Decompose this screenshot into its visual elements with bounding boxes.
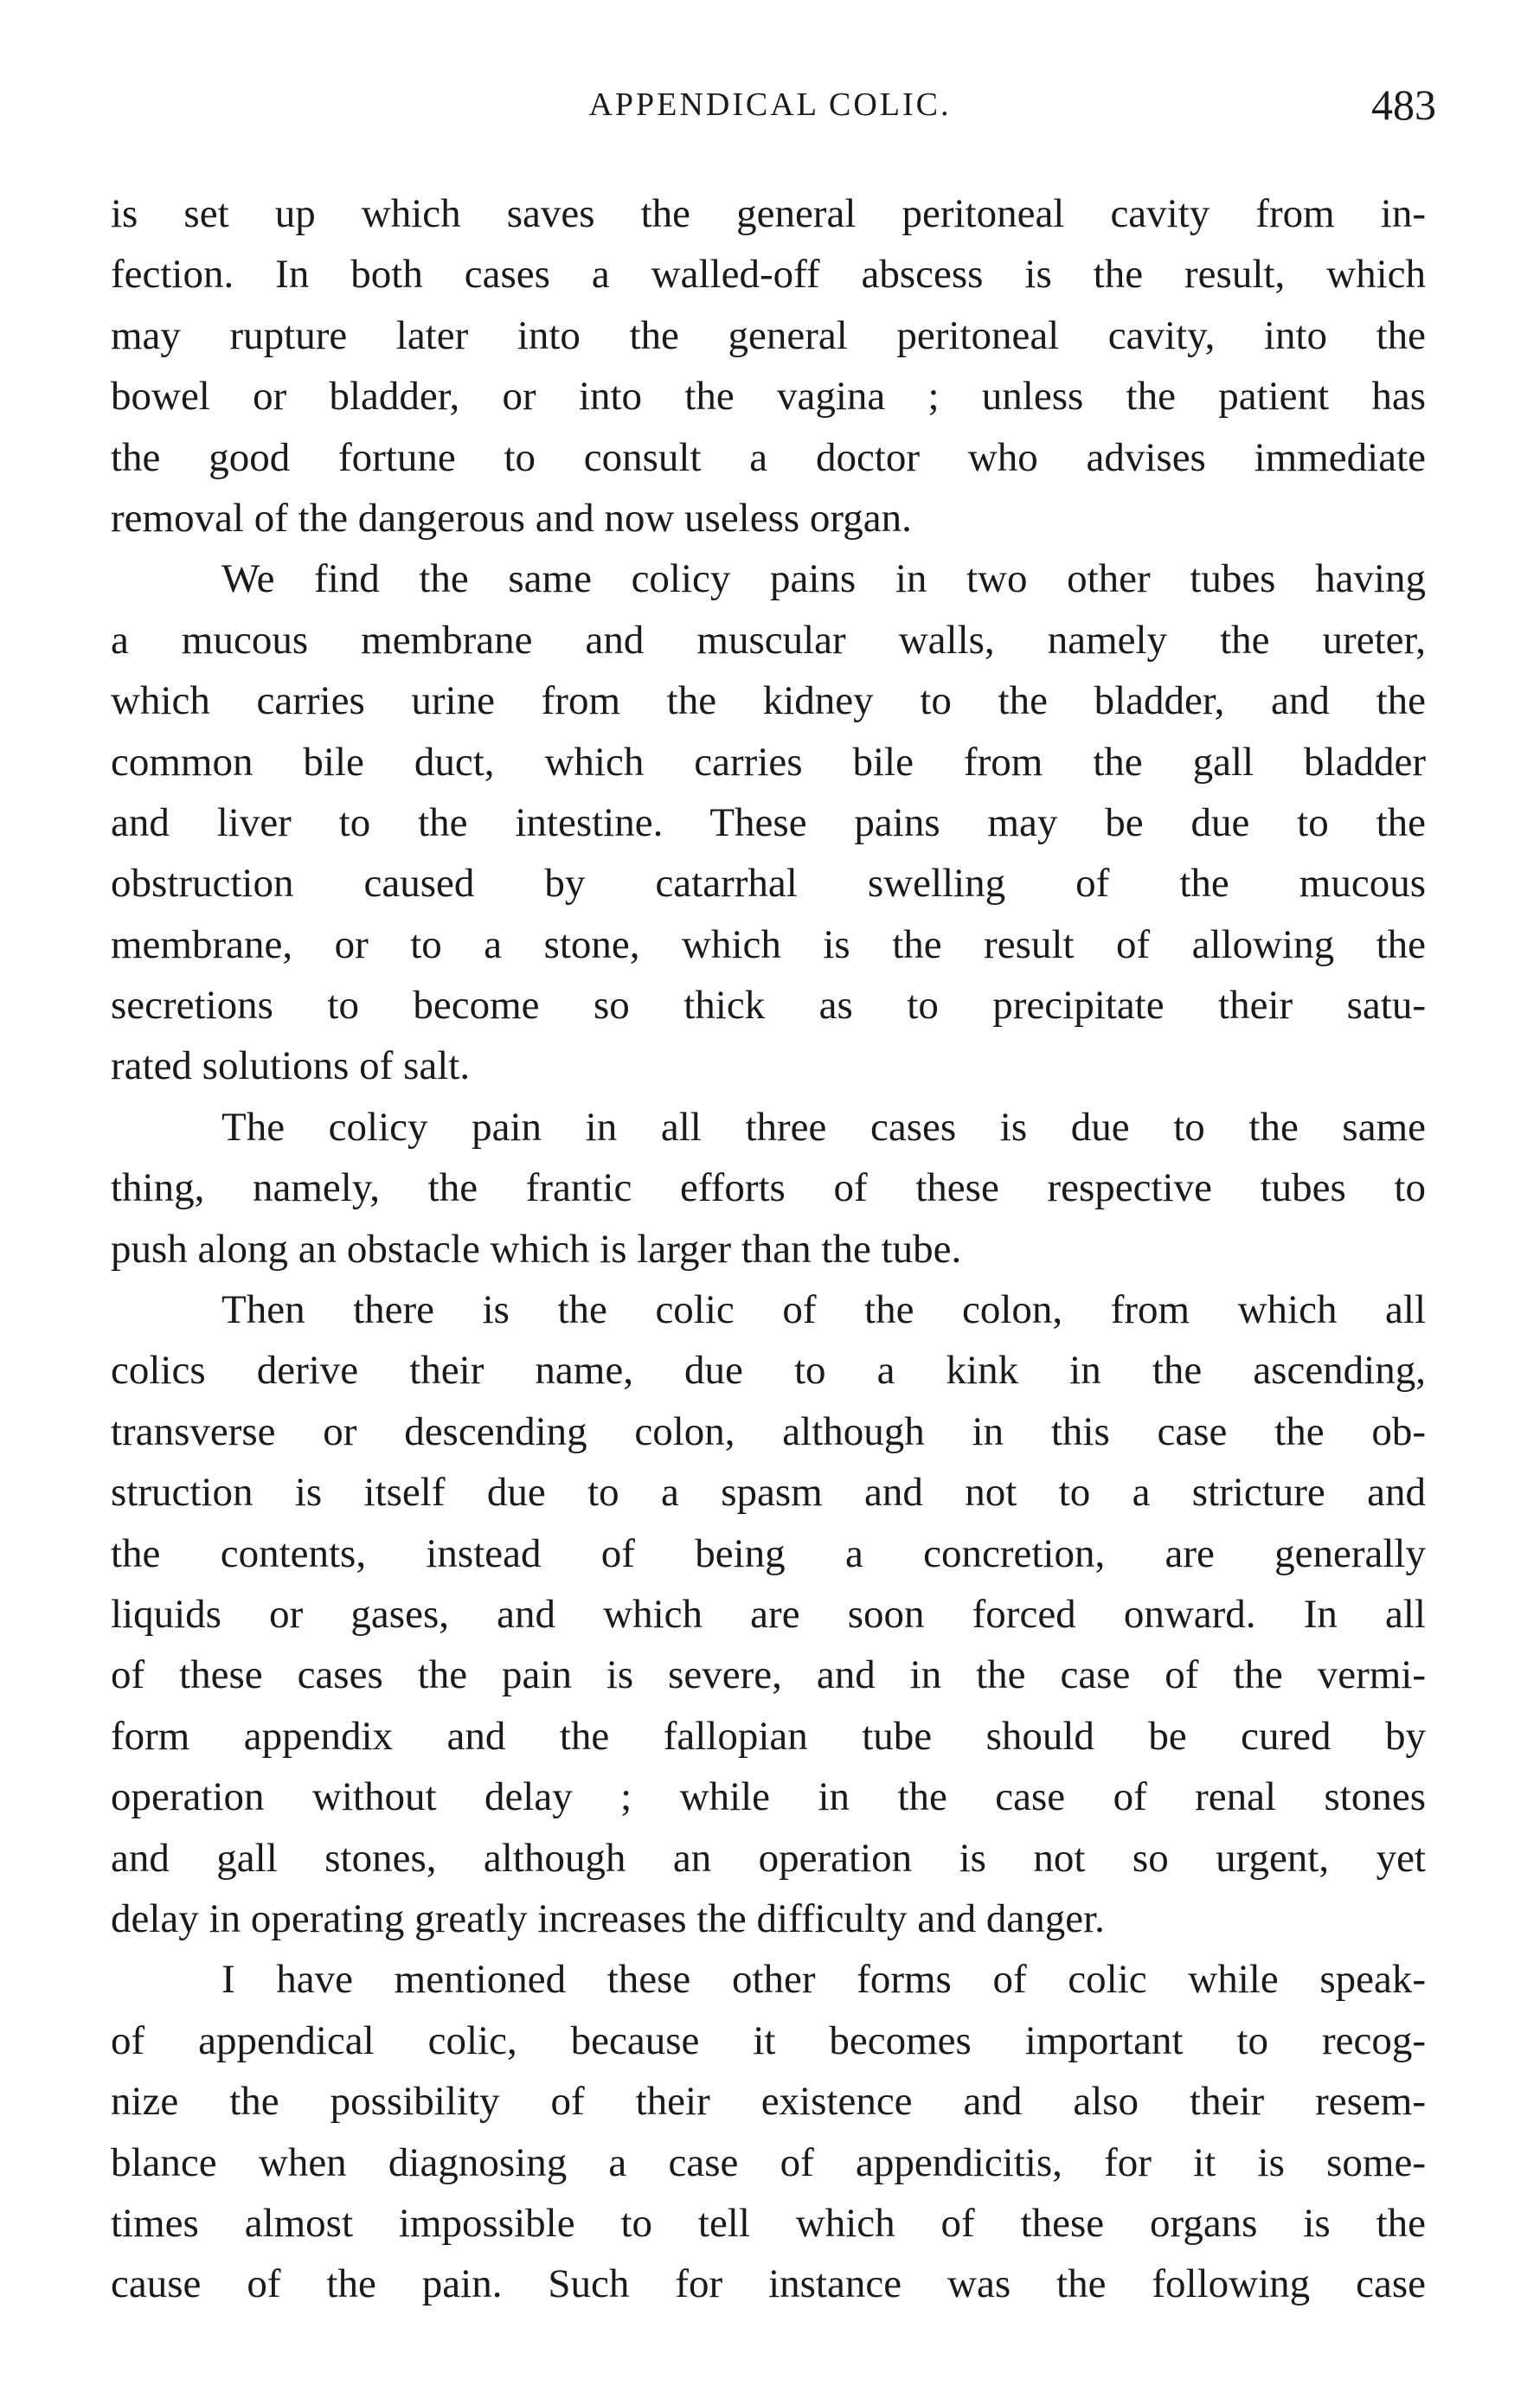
text-line: liquids or gases, and which are soon forced onward. In all bbox=[111, 1591, 1426, 1637]
text-line: cause of the pain. Such for instance was the following case bbox=[111, 2261, 1426, 2307]
text-line: may rupture later into the general peritoneal cavity, into the bbox=[111, 312, 1426, 358]
text-line: a mucous membrane and muscular walls, namely the ureter, bbox=[111, 617, 1426, 663]
text-line: I have mentioned these other forms of colic while speak- bbox=[221, 1957, 1426, 2003]
text-line: blance when diagnosing a case of appendicitis, for it is some- bbox=[111, 2139, 1426, 2185]
running-head bbox=[104, 74, 1436, 135]
text-line: transverse or descending colon, although in this case the ob- bbox=[111, 1408, 1426, 1454]
page-number: 483 bbox=[1371, 80, 1436, 129]
running-title: APPENDICAL COLIC. bbox=[588, 87, 952, 123]
text-line: secretions to become so thick as to precipitate their satu- bbox=[111, 983, 1426, 1029]
text-line: membrane, or to a stone, which is the result of allowing the bbox=[111, 921, 1426, 967]
text-line: obstruction caused by catarrhal swelling of the mucous bbox=[111, 861, 1426, 907]
text-line: colics derive their name, due to a kink in the ascending, bbox=[111, 1348, 1426, 1394]
text-line: form appendix and the fallopian tube should be cured by bbox=[111, 1713, 1426, 1759]
text-line: thing, namely, the frantic efforts of these respective tubes to bbox=[111, 1165, 1426, 1211]
text-line: and gall stones, although an operation is not so urgent, yet bbox=[111, 1835, 1426, 1881]
text-line: the contents, instead of being a concretion, are generally bbox=[111, 1530, 1426, 1576]
text-line: of appendical colic, because it becomes important to recog- bbox=[111, 2017, 1426, 2063]
text-line: We find the same colicy pains in two other tubes having bbox=[221, 556, 1426, 602]
text-line: delay in operating greatly increases the difficulty and danger. bbox=[111, 1895, 1105, 1941]
text-line: is set up which saves the general peritoneal cavity from in- bbox=[111, 191, 1426, 236]
text-line: removal of the dangerous and now useless organ. bbox=[111, 495, 912, 541]
text-line: struction is itself due to a spasm and not to a stricture and bbox=[111, 1470, 1426, 1516]
text-line: push along an obstacle which is larger than the tube. bbox=[111, 1226, 962, 1272]
body-text bbox=[111, 183, 1426, 2315]
text-line: the good fortune to consult a doctor who advises immediate bbox=[111, 434, 1426, 480]
text-line: bowel or bladder, or into the vagina ; unless the patient has bbox=[111, 374, 1426, 420]
text-line: times almost impossible to tell which of these organs is the bbox=[111, 2200, 1426, 2246]
text-line: and liver to the intestine. These pains may be due to the bbox=[111, 799, 1426, 845]
text-line: The colicy pain in all three cases is due to the same bbox=[221, 1104, 1426, 1150]
text-line: which carries urine from the kidney to the bladder, and the bbox=[111, 678, 1426, 724]
text-line: rated solutions of salt. bbox=[111, 1043, 471, 1089]
text-line: operation without delay ; while in the case of renal stones bbox=[111, 1774, 1426, 1820]
text-line: fection. In both cases a walled-off abscess is the result, which bbox=[111, 252, 1426, 298]
text-line: of these cases the pain is severe, and in the case of the vermi- bbox=[111, 1652, 1426, 1698]
text-line: Then there is the colic of the colon, from which all bbox=[221, 1287, 1426, 1333]
text-line: common bile duct, which carries bile from the gall bladder bbox=[111, 739, 1426, 785]
text-line: nize the possibility of their existence and also their resem- bbox=[111, 2079, 1426, 2125]
